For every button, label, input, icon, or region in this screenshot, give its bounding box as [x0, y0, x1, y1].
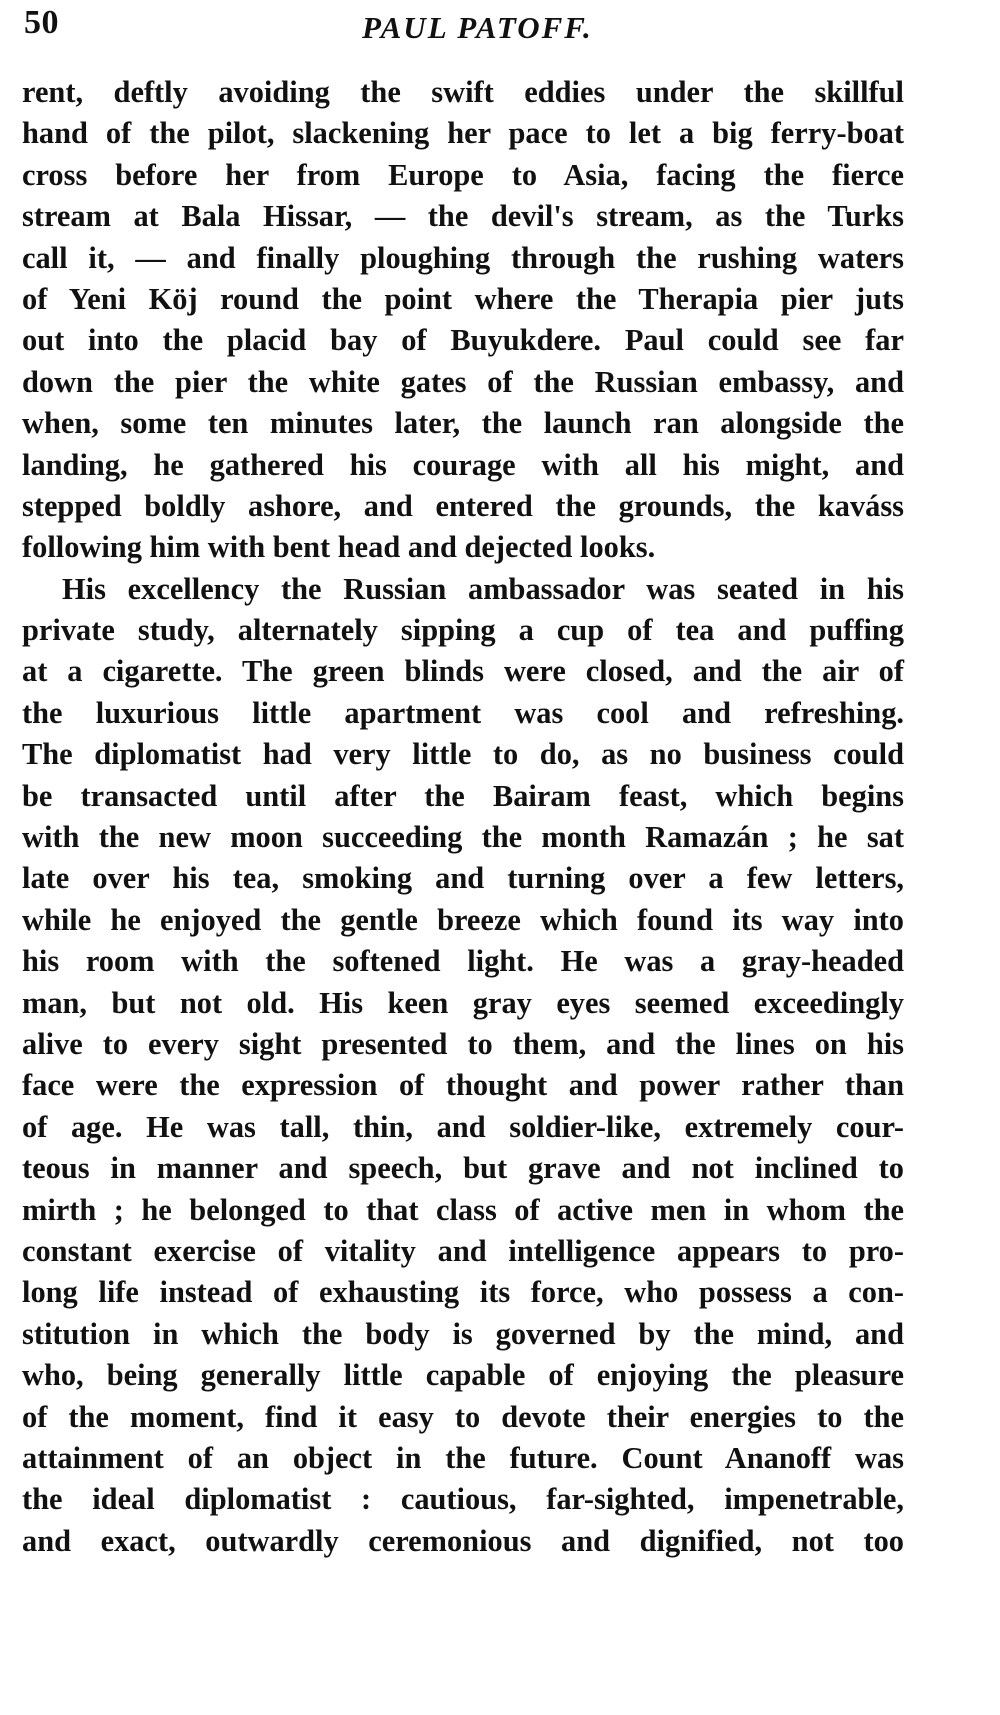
text-line: of the moment, find it easy to devote their energies to the — [22, 1399, 904, 1434]
text-line: rent, deftly avoiding the swift eddies under the skillful — [22, 75, 904, 109]
page-number: 50 — [24, 4, 59, 41]
book-page — [22, 0, 980, 1715]
page-header — [22, 0, 980, 64]
paragraph-end-line: following him with bent head and dejected looks. — [22, 530, 656, 565]
text-line: attainment of an object in the future. Count Ananoff was — [22, 1440, 904, 1475]
text-line: face were the expression of thought and power rather than — [22, 1068, 904, 1103]
body-text — [22, 72, 904, 1562]
paragraph-start-line: His excellency the Russian ambassador was seated in his — [62, 571, 904, 606]
text-line: teous in manner and speech, but grave and not inclined to — [22, 1151, 904, 1186]
running-title: PAUL PATOFF. — [362, 10, 593, 45]
text-line: of age. He was tall, thin, and soldier-like, extremely cour- — [22, 1109, 904, 1144]
text-line: landing, he gathered his courage with all his might, and — [22, 447, 904, 482]
text-line: private study, alternately sipping a cup of tea and puffing — [22, 613, 904, 648]
text-line: stream at Bala Hissar, — the devil's stream, as the Turks — [22, 199, 904, 234]
text-line: while he enjoyed the gentle breeze which found its way into — [22, 902, 904, 937]
text-line: The diplomatist had very little to do, as no business could — [22, 737, 904, 772]
text-line: at a cigarette. The green blinds were closed, and the air of — [22, 654, 904, 689]
text-line: and exact, outwardly ceremonious and dignified, not too — [22, 1523, 904, 1558]
text-line: with the new moon succeeding the month Ramazán ; he sat — [22, 820, 904, 855]
text-line: be transacted until after the Bairam feast, which begins — [22, 778, 904, 813]
text-line: hand of the pilot, slackening her pace to let a big ferry-boat — [22, 116, 904, 151]
text-line: mirth ; he belonged to that class of active men in whom the — [22, 1192, 904, 1227]
text-line: late over his tea, smoking and turning over a few letters, — [22, 861, 904, 896]
text-line: when, some ten minutes later, the launch ran alongside the — [22, 406, 904, 441]
text-line: alive to every sight presented to them, and the lines on his — [22, 1026, 904, 1061]
text-line: man, but not old. His keen gray eyes seemed exceedingly — [22, 985, 904, 1020]
text-line: cross before her from Europe to Asia, facing the fierce — [22, 157, 904, 192]
text-line: of Yeni Köj round the point where the Therapia pier juts — [22, 281, 904, 316]
text-line: call it, — and finally ploughing through the rushing waters — [22, 240, 904, 275]
text-line: long life instead of exhausting its force, who possess a con- — [22, 1275, 904, 1310]
text-line: the luxurious little apartment was cool and refreshing. — [22, 695, 904, 730]
text-line: stitution in which the body is governed by the mind, and — [22, 1316, 904, 1351]
text-line: who, being generally little capable of enjoying the pleasure — [22, 1358, 904, 1393]
text-line: his room with the softened light. He was a gray-headed — [22, 944, 904, 979]
text-line: down the pier the white gates of the Russian embassy, and — [22, 364, 904, 399]
text-line: the ideal diplomatist : cautious, far-sighted, impenetrable, — [22, 1482, 904, 1517]
text-line: stepped boldly ashore, and entered the grounds, the kaváss — [22, 488, 904, 523]
text-line: constant exercise of vitality and intelligence appears to pro- — [22, 1233, 904, 1268]
text-line: out into the placid bay of Buyukdere. Paul could see far — [22, 323, 904, 358]
